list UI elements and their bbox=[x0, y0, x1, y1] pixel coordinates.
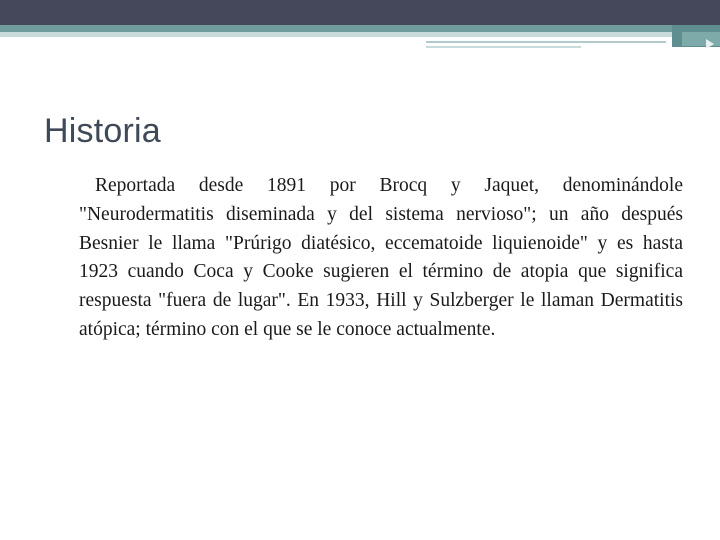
corner-arrow-icon bbox=[706, 39, 714, 49]
slide-body-text: Reportada desde 1891 por Brocq y Jaquet, denominándole "Neurodermatitis diseminada y del sistema nervioso"; un año después Besnier le llama "Prúrigo diatésico, eccematoide liquienoide" y es hasta 1923 cuando Coca y Cooke sugieren el término de atopia que significa respuesta "fuera de lugar". En 1933, Hill y Sulzberger le llaman Dermatitis atópica; término con el que se le conoce actualmente. bbox=[79, 175, 683, 340]
light-accent-band bbox=[0, 32, 720, 37]
decorative-line bbox=[426, 41, 666, 43]
top-header-band bbox=[0, 0, 720, 25]
corner-tab-inner bbox=[682, 32, 720, 46]
teal-accent-band bbox=[0, 25, 720, 32]
decorative-line bbox=[426, 46, 581, 48]
slide-title: Historia bbox=[44, 112, 161, 150]
